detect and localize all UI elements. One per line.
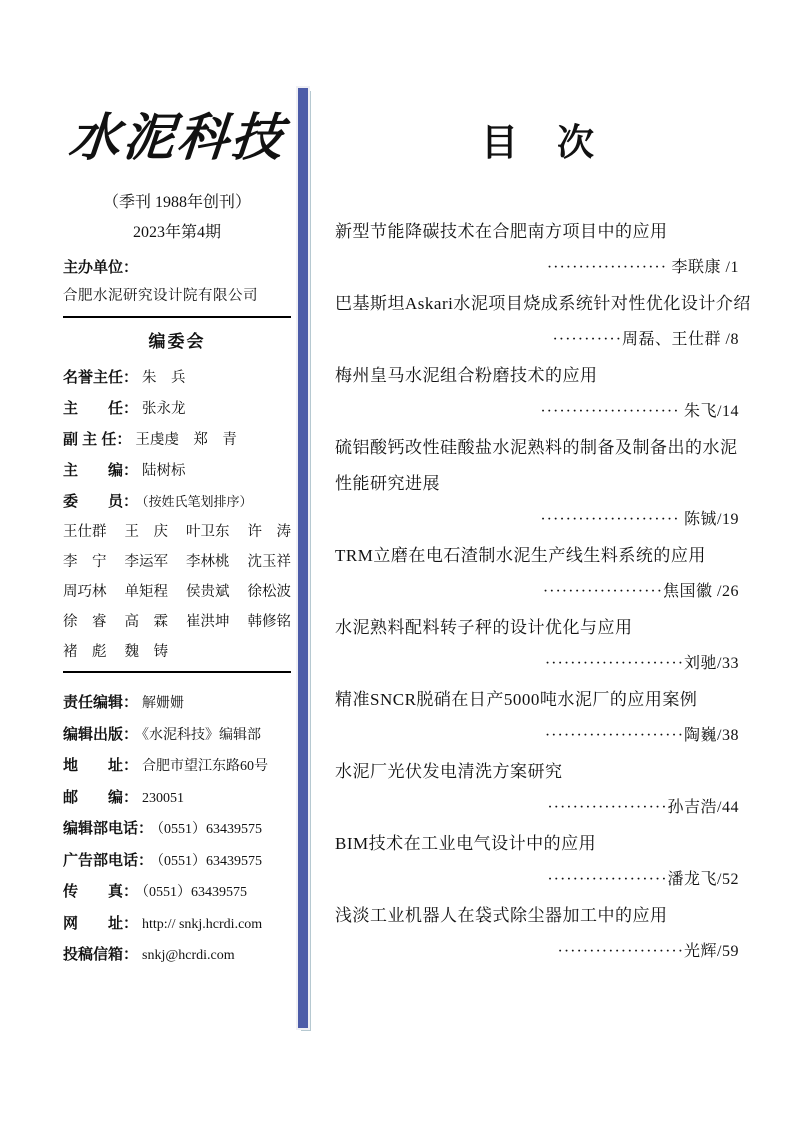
toc-entry-title: 精准SNCR脱硝在日产5000吨水泥厂的应用案例	[335, 690, 698, 709]
toc-entry-1	[335, 214, 741, 286]
info-row-ad-phone	[63, 845, 291, 877]
toc-entry-4	[335, 430, 741, 538]
info-row-publisher	[63, 719, 291, 751]
member-name: 单矩程	[124, 584, 168, 600]
member-name: 李 宁	[63, 554, 107, 570]
leader-dots: ····················	[557, 943, 685, 960]
role-director	[63, 393, 291, 424]
toc-heading: 目 次	[481, 123, 595, 164]
toc-entry-2	[335, 286, 751, 358]
member-name: 王仕群	[63, 524, 107, 540]
toc-entry-author-page: 孙吉浩/44	[667, 799, 739, 816]
toc-entry-6	[335, 610, 741, 682]
toc-entry-author-line	[335, 862, 741, 898]
toc-entry-title: 巴基斯坦Askari水泥项目烧成系统针对性优化设计介绍	[335, 294, 751, 313]
toc-entry-title: 浅淡工业机器人在袋式除尘器加工中的应用	[335, 906, 668, 925]
role-chief-editor	[63, 455, 291, 486]
toc-entry-author-page: 陶巍/38	[684, 727, 739, 744]
info-label: 地 址：	[63, 757, 139, 774]
info-label: 网 址：	[63, 914, 139, 932]
journal-issue: 2023年第4期	[132, 224, 221, 241]
toc-entry-3	[335, 358, 741, 430]
vertical-accent-bar	[298, 88, 308, 1028]
toc-entry-5	[335, 538, 741, 610]
role-label: 名誉主任：	[63, 369, 139, 386]
toc-entry-9	[335, 826, 741, 898]
info-label: 邮 编：	[63, 788, 139, 806]
editorial-members-list	[63, 517, 291, 667]
info-row-website	[63, 908, 291, 940]
info-label: 投稿信箱：	[63, 946, 139, 963]
member-name: 徐松波	[247, 584, 291, 600]
leader-dots: ···········	[552, 331, 623, 348]
info-row-address	[63, 750, 291, 782]
toc-entry-title: 水泥熟料配料转子秤的设计优化与应用	[335, 618, 633, 637]
toc-entry-title: 水泥厂光伏发电清洗方案研究	[335, 762, 563, 781]
member-name: 王 庆	[124, 524, 168, 540]
toc-entry-title-line2: 性能研究进展	[335, 474, 440, 493]
info-value: （0551）63439575	[157, 853, 263, 869]
leader-dots: ···················	[547, 871, 668, 888]
toc-entry-author-page: 周磊、王仕群 /8	[622, 331, 739, 348]
info-row-fax	[63, 876, 291, 908]
toc-entry-8	[335, 754, 741, 826]
info-value: 合肥市望江东路60号	[142, 759, 269, 774]
member-name: 魏 铸	[124, 644, 168, 660]
member-name: 褚 彪	[63, 644, 107, 660]
toc-entry-author-line	[335, 790, 741, 826]
editorial-board-heading: 编委会	[148, 332, 206, 351]
toc-entry-author-page: 光辉/59	[684, 943, 739, 960]
divider-top	[63, 316, 291, 318]
toc-entry-author-page: 刘驰/33	[684, 655, 739, 672]
role-deputy-director	[63, 424, 291, 455]
leader-dots: ···················	[546, 259, 668, 276]
toc-entry-title: 梅州皇马水泥组合粉磨技术的应用	[335, 366, 598, 385]
role-value: 张永龙	[142, 401, 186, 417]
member-name: 高 霖	[124, 614, 168, 630]
toc-entry-author-line	[335, 394, 741, 430]
toc-entry-title: TRM立磨在电石渣制水泥生产线生料系统的应用	[335, 546, 706, 565]
member-name: 许 涛	[247, 524, 291, 540]
info-label: 广告部电话：	[63, 851, 154, 869]
member-name: 李林桃	[186, 554, 230, 570]
info-value: 《水泥科技》编辑部	[142, 727, 262, 743]
info-value: snkj@hcrdi.com	[142, 948, 235, 963]
toc-entry-title: 新型节能降碳技术在合肥南方项目中的应用	[335, 222, 668, 241]
table-of-contents	[335, 118, 751, 970]
organizer-name: 合肥水泥研究设计院有限公司	[63, 288, 258, 304]
leader-dots: ······················	[540, 511, 680, 528]
toc-entry-author-line	[335, 646, 741, 682]
role-label: 主 任：	[63, 400, 139, 417]
info-label: 编辑出版：	[63, 725, 139, 743]
toc-entry-author-line	[335, 250, 741, 286]
journal-title: 水泥科技	[66, 108, 288, 168]
toc-entry-author-page: 焦国徽 /26	[663, 583, 739, 600]
toc-list	[335, 214, 751, 970]
toc-entry-author-line	[335, 502, 741, 538]
role-value: 王虔虔 郑 青	[135, 432, 237, 448]
toc-entry-10	[335, 898, 741, 970]
member-name: 沈玉祥	[247, 554, 291, 570]
info-value: （0551）63439575	[157, 822, 263, 837]
leader-dots: ······················	[540, 403, 680, 420]
info-label: 责任编辑：	[63, 694, 139, 711]
divider-bottom	[63, 671, 291, 673]
member-name: 徐 睿	[63, 614, 107, 630]
toc-entry-title: 硫铝酸钙改性硅酸盐水泥熟料的制备及制备出的水泥	[335, 438, 738, 457]
info-value: http:// snkj.hcrdi.com	[142, 916, 263, 932]
info-row-submission-email	[63, 939, 291, 971]
toc-entry-author-page: 朱飞/14	[679, 403, 739, 420]
editorial-board-roles	[63, 362, 291, 517]
info-value: 解姗姗	[142, 696, 185, 711]
info-row-postcode	[63, 782, 291, 814]
info-value: （0551）63439575	[142, 885, 248, 900]
role-label: 主 编：	[63, 462, 139, 479]
role-value: 朱 兵	[142, 370, 186, 386]
role-label: 委 员：	[63, 493, 139, 510]
leader-dots: ···················	[547, 799, 668, 816]
role-committee-members	[63, 486, 291, 517]
toc-entry-author-page: 陈铖/19	[679, 511, 739, 528]
info-value: 230051	[142, 790, 185, 806]
member-name: 崔洪坤	[186, 614, 230, 630]
journal-info-sidebar	[63, 98, 291, 971]
leader-dots: ···················	[542, 583, 664, 600]
toc-entry-title: BIM技术在工业电气设计中的应用	[335, 834, 597, 853]
member-name: 周巧林	[63, 584, 107, 600]
member-name: 侯贵斌	[186, 584, 230, 600]
toc-entry-author-line	[335, 934, 741, 970]
toc-entry-author-line	[335, 574, 741, 610]
organizer-label: 主办单位：	[63, 259, 139, 276]
toc-entry-7	[335, 682, 741, 754]
role-value: 陆树标	[142, 463, 186, 479]
info-row-editor	[63, 687, 291, 719]
info-label: 传 真：	[63, 883, 139, 900]
info-row-editorial-phone	[63, 813, 291, 845]
member-name: 韩修铭	[247, 614, 291, 630]
toc-entry-author-line	[335, 322, 741, 358]
toc-entry-author-page: 潘龙飞/52	[667, 871, 739, 888]
journal-subtitle: （季刊 1988年创刊）	[102, 194, 251, 211]
role-label: 副 主 任：	[63, 431, 132, 448]
leader-dots: ······················	[544, 655, 685, 672]
member-name: 李运军	[124, 554, 168, 570]
toc-entry-author-line	[335, 718, 741, 754]
role-honorary-director	[63, 362, 291, 393]
info-label: 编辑部电话：	[63, 820, 154, 837]
leader-dots: ······················	[544, 727, 685, 744]
role-value: （按姓氏笔划排序）	[142, 494, 253, 509]
publication-info	[63, 687, 291, 971]
member-name: 叶卫东	[186, 524, 230, 540]
toc-entry-author-page: 李联康 /1	[667, 259, 739, 276]
